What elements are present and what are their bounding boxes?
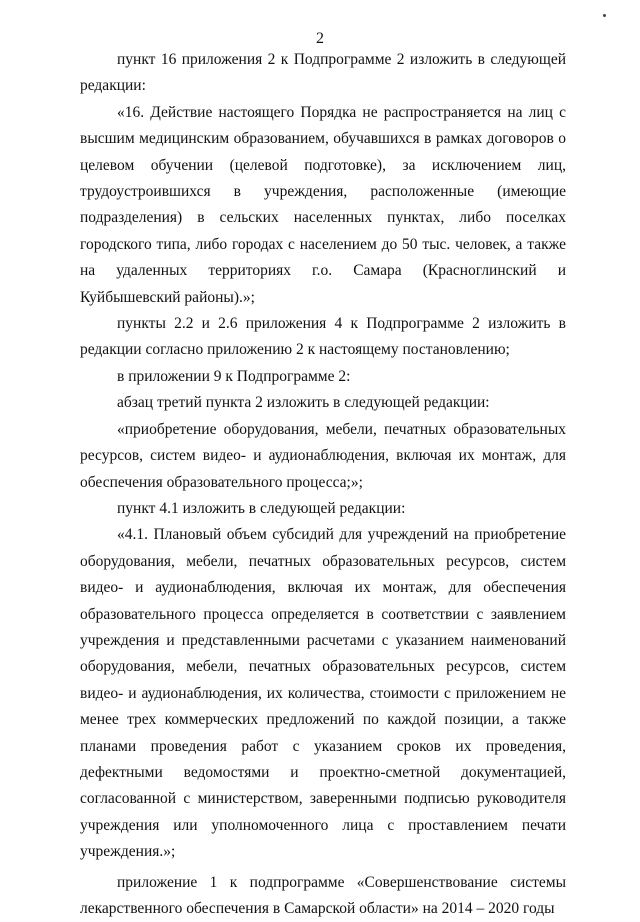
page-number: 2 [316,30,324,47]
paragraph-items-2-2-2-6: пункты 2.2 и 2.6 приложения 4 к Подпрограмме 2 изложить в редакции согласно приложению 2 к настоящему постановлению; [80,315,566,359]
paragraph-item-4-1-text: «4.1. Плановый объем субсидий для учреждений на приобретение оборудования, мебели, печатных образовательных ресурсов, систем видео- и аудионаблюдения, включая их монтаж, для обеспечения образовательного процесса определяется в соответствии с заявлением учреждения и представленными расчетами с указанием наименований оборудования, мебели, печатных образовательных ресурсов, систем видео- и аудионаблюдения, их количества, стоимости с приложением не менее трех коммерческих предложений по каждой позиции, а также планами проведения работ с указанием сроков их проведения, дефектными ведомостями и проектно-сметной документацией, согласованной с министерством, заверенными подписью руководителя учреждения или уполномоченного лица с проставлением печати учреждения.»; [80,526,566,861]
scan-speck-mark [603,14,606,17]
paragraph-amend-item-16: пункт 16 приложения 2 к Подпрограмме 2 изложить в следующей редакции: [80,51,566,95]
paragraph-item-16-text: «16. Действие настоящего Порядка не распространяется на лиц с высшим медицинским образованием, обучавшихся в рамках договоров о целевом обучении (целевой подготовке), за исключением лиц, трудоустроившихся в учреждения, расположенные (имеющие подразделения) в сельских населенных пунктах, либо поселках городского типа, либо городах с населением до 50 тыс. человек, а также на удаленных территориях г.о. Самара (Красноглинский и Куйбышевский районы).»; [80,103,566,306]
paragraph-appendix-9: в приложении 9 к Подпрограмме 2: [117,367,351,385]
paragraph-item-4-1-intro: пункт 4.1 изложить в следующей редакции: [117,499,406,517]
paragraph-appendix-1: приложение 1 к подпрограмме «Совершенствование системы лекарственного обеспечения в Самарской области» на 2014 – 2020 годы [80,873,566,917]
document-body [80,47,566,922]
paragraph-clause-3-item-2: абзац третий пункта 2 изложить в следующей редакции: [117,394,490,412]
paragraph-equipment-purchase: «приобретение оборудования, мебели, печатных образовательных ресурсов, систем видео- и аудионаблюдения, включая их монтаж, для обеспечения образовательного процесса;»; [80,420,566,491]
